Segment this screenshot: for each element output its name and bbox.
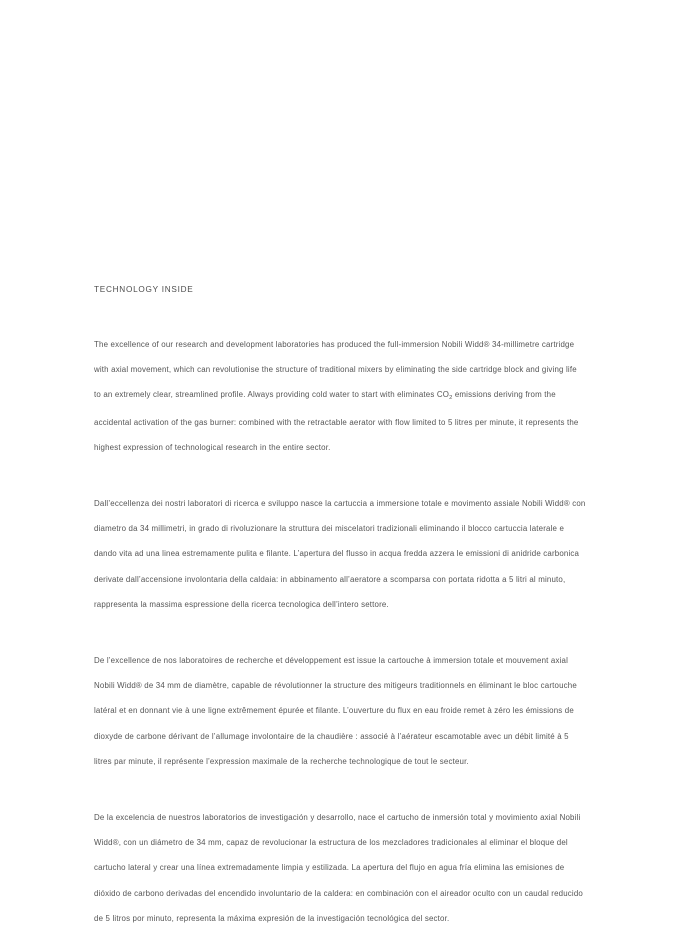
paragraph-english-text-before: The excellence of our research and development laboratories has produced the full-immersion Nobili Widd® 34-millimetre cartridge with axial movement, which can revolutionise the structure of traditional mixers by eliminating the side cartridge block and giving life to an extremely clear, streamlined profile. Always providing cold water to start with eliminates CO — [94, 340, 577, 400]
paragraph-spanish — [94, 805, 586, 931]
page-title: TECHNOLOGY INSIDE — [94, 285, 194, 294]
paragraph-english-subscript: 2 — [449, 395, 453, 402]
paragraph-spanish-text: De la excelencia de nuestros laboratorios de investigación y desarrollo, nace el cartucho de inmersión total y movimiento axial Nobili Widd®, con un diámetro de 34 mm, capaz de revolucionar la estructura de los mezcladores tradicionales al eliminar el bloque del cartucho lateral y crear una línea extremadamente limpia y estilizada. La apertura del flujo en agua fría elimina las emisiones de dióxido de carbono derivadas del encendido involuntario de la caldera: en combinación con el aireador oculto con un caudal reducido de 5 litros por minuto, representa la máxima expresión de la investigación tecnológica del sector. — [94, 813, 583, 923]
paragraph-italian — [94, 491, 586, 617]
paragraph-english-text-after: emissions deriving from the accidental activation of the gas burner: combined with the retractable aerator with flow limited to 5 litres per minute, it represents the highest expression of technological research in the entire sector. — [94, 390, 579, 452]
paragraph-french-text: De l’excellence de nos laboratoires de recherche et développement est issue la cartouche à immersion totale et mouvement axial Nobili Widd® de 34 mm de diamètre, capable de révolutionner la structure des mitigeurs traditionnels en éliminant le bloc cartouche latéral et en donnant vie à une ligne extrêmement épurée et filante. L’ouverture du flux en eau froide remet à zéro les émissions de dioxyde de carbone dérivant de l’allumage involontaire de la chaudière : associé à l’aérateur escamotable avec un débit limité à 5 litres par minute, il représente l’expression maximale de la recherche technologique de tout le secteur. — [94, 656, 577, 766]
paragraph-french — [94, 648, 586, 774]
paragraph-english — [94, 332, 586, 460]
paragraph-italian-text: Dall’eccellenza dei nostri laboratori di ricerca e sviluppo nasce la cartuccia a immersione totale e movimento assiale Nobili Widd® con diametro da 34 millimetri, in grado di rivoluzionare la struttura dei miscelatori tradizionali eliminando il blocco cartuccia laterale e dando vita ad una linea estremamente pulita e filante. L’apertura del flusso in acqua fredda azzera le emissioni di anidride carbonica derivate dall’accensione involontaria della caldaia: in abbinamento all’aeratore a scomparsa con portata ridotta a 5 litri al minuto, rappresenta la massima espressione della ricerca tecnologica dell’intero settore. — [94, 499, 586, 609]
